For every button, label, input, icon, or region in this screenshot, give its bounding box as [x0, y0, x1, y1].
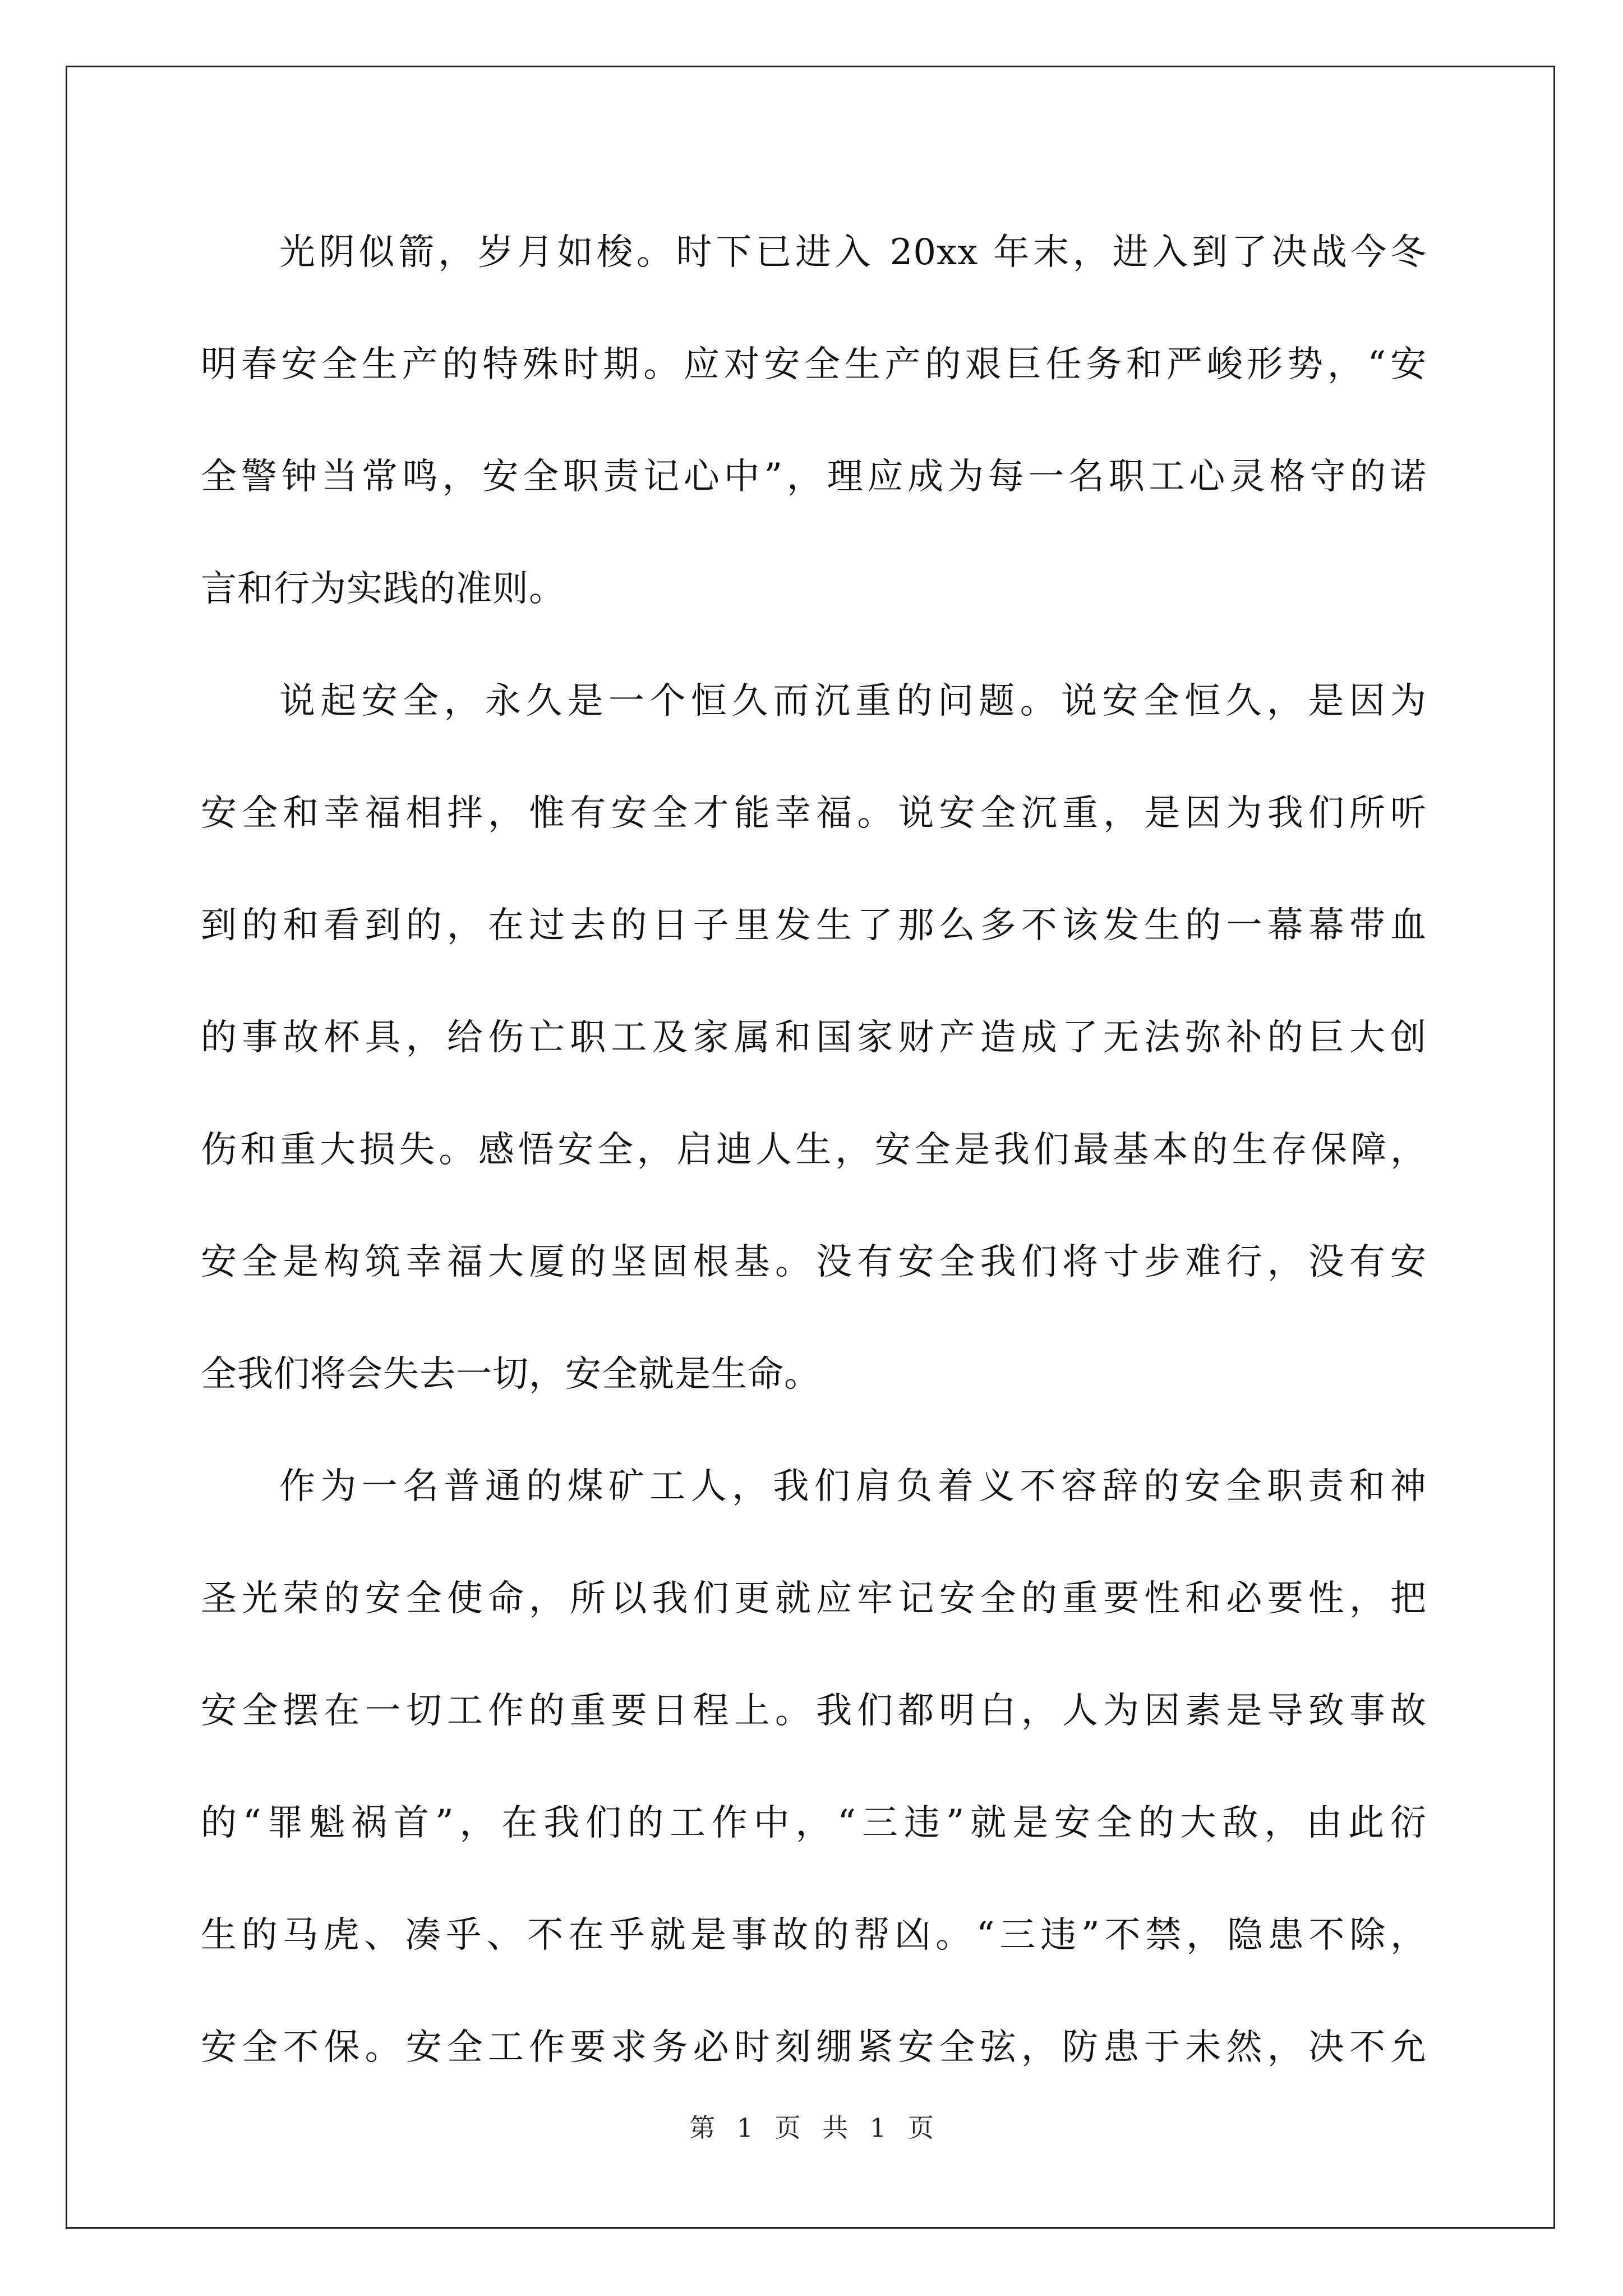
text-line: 的事故杯具，给伤亡职工及家属和国家财产造成了无法弥补的巨大创	[201, 1017, 1427, 1059]
text-line: 安全是构筑幸福大厦的坚固根基。没有安全我们将寸步难行，没有安	[201, 1241, 1427, 1283]
text-line: 伤和重大损失。感悟安全，启迪人生，安全是我们最基本的生存保障，	[201, 1129, 1427, 1171]
text-line: 全警钟当常鸣，安全职责记心中”，理应成为每一名职工心灵格守的诺	[201, 456, 1427, 498]
text-line: 作为一名普通的煤矿工人，我们肩负着义不容辞的安全职责和神	[279, 1466, 1427, 1507]
page-number: 第 1 页 共 1 页	[689, 2113, 934, 2143]
paragraph-3	[201, 1447, 1427, 2120]
text-line: 的“罪魁祸首”，在我们的工作中，“三违”就是安全的大敌，由此衍	[201, 1802, 1427, 1844]
paragraph-2	[201, 662, 1427, 1447]
text-line: 生的马虎、凑乎、不在乎就是事故的帮凶。“三违”不禁，隐患不除，	[201, 1915, 1427, 1956]
text-line: 安全不保。安全工作要求务必时刻绷紧安全弦，防患于未然，决不允	[201, 2027, 1427, 2068]
text-line: 光阴似箭，岁月如梭。时下已进入 20xx 年末，进入到了决战今冬	[279, 232, 1427, 273]
text-line: 到的和看到的，在过去的日子里发生了那么多不该发生的一幕幕带血	[201, 905, 1427, 946]
text-line: 安全和幸福相拌，惟有安全才能幸福。说安全沉重，是因为我们所听	[201, 793, 1427, 834]
page-footer	[0, 2111, 1623, 2145]
text-line: 言和行为实践的准则。	[201, 568, 565, 610]
text-line: 全我们将会失去一切，安全就是生命。	[201, 1354, 820, 1395]
text-line: 圣光荣的安全使命，所以我们更就应牢记安全的重要性和必要性，把	[201, 1578, 1427, 1619]
text-line: 安全摆在一切工作的重要日程上。我们都明白，人为因素是导致事故	[201, 1690, 1427, 1732]
text-line: 说起安全，永久是一个恒久而沉重的问题。说安全恒久，是因为	[279, 680, 1427, 722]
document-body	[201, 213, 1427, 2120]
paragraph-1	[201, 213, 1427, 662]
text-line: 明春安全生产的特殊时期。应对安全生产的艰巨任务和严峻形势，“安	[201, 344, 1427, 385]
